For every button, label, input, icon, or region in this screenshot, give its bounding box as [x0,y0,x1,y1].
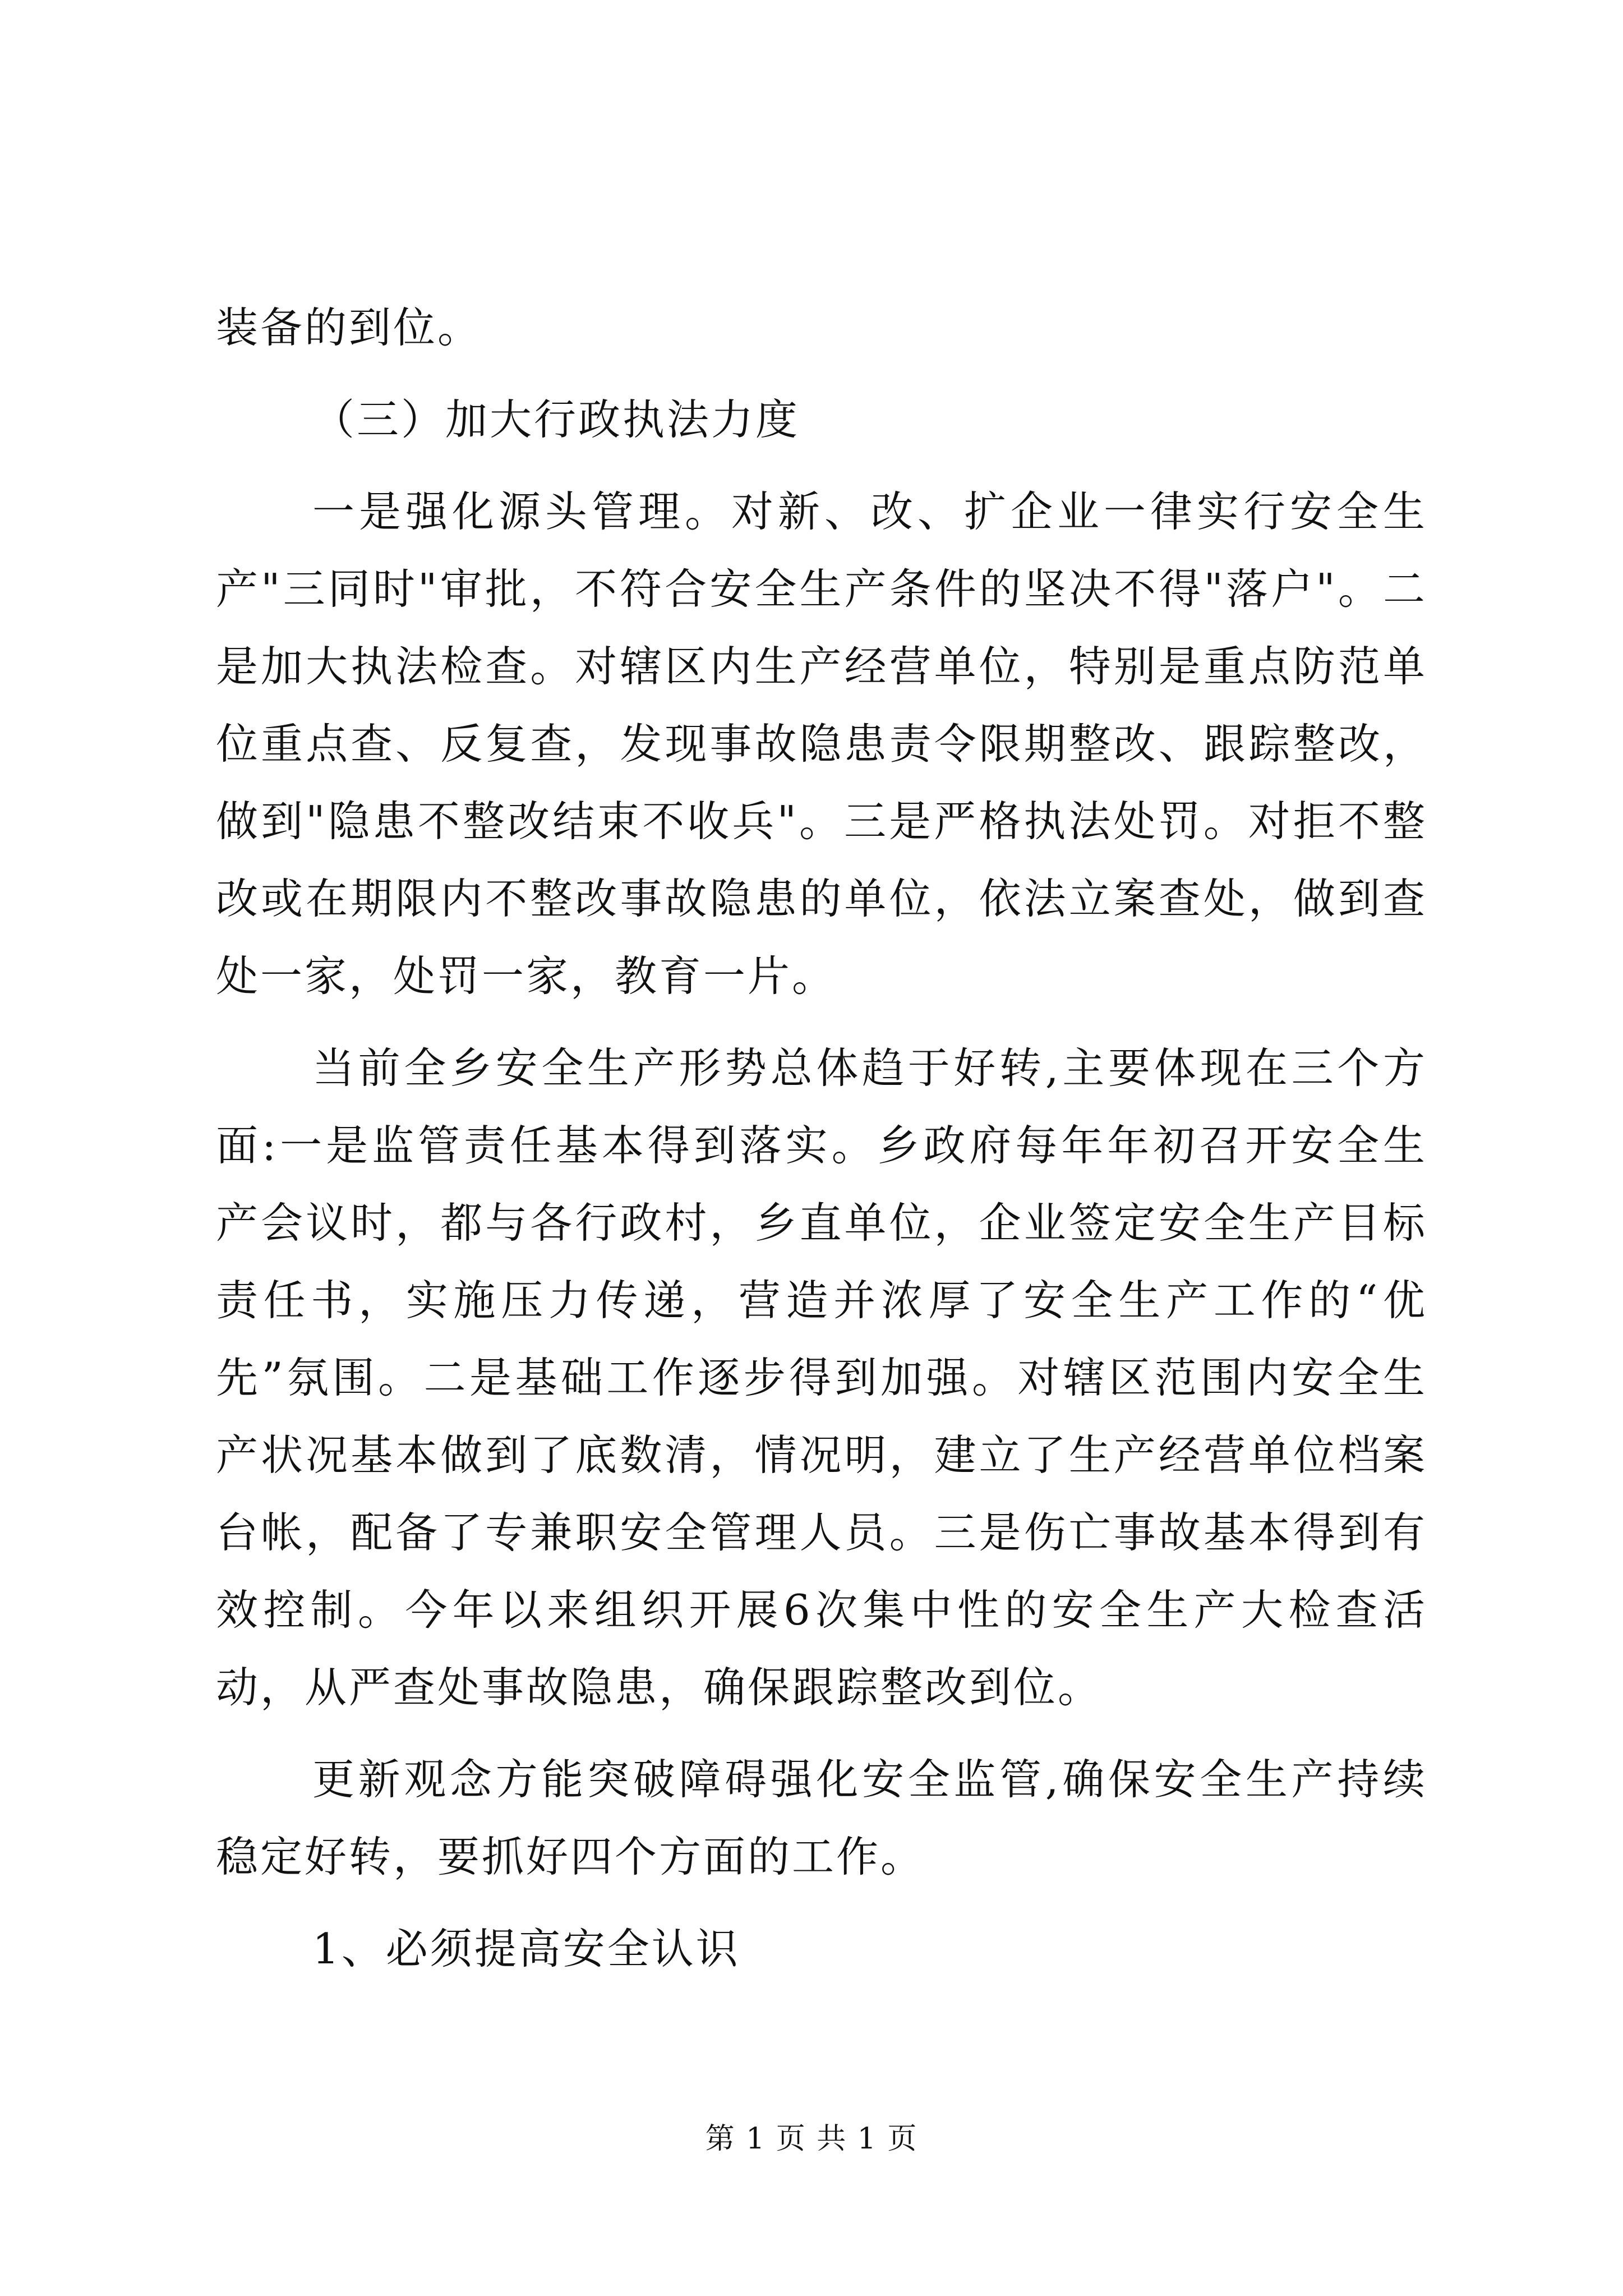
section-heading: （三）加大行政执法力度 [312,395,800,444]
document-body [216,289,1427,1987]
paragraph-situation: 当前全乡安全生产形势总体趋于好转,主要体现在三个方面:一是监管责任基本得到落实。乡政府每年年初召开安全生产会议时，都与各行政村，乡直单位，企业签定安全生产目标责任书，实施压力传递，营造并浓厚了安全生产工作的“优先”氛围。二是基础工作逐步得到加强。对辖区范围内安全生产状况基本做到了底数清，情况明，建立了生产经营单位档案台帐，配备了专兼职安全管理人员。三是伤亡事故基本得到有效控制。今年以来组织开展6次集中性的安全生产大检查活动，从严查处事故隐患，确保跟踪整改到位。 [216,1043,1427,1712]
paragraph-concept: 更新观念方能突破障碍强化安全监管,确保安全生产持续稳定好转，要抓好四个方面的工作。 [216,1755,1427,1881]
paragraph-continuation: 装备的到位。 [216,303,482,352]
paragraph-enforcement: 一是强化源头管理。对新、改、扩企业一律实行安全生产"三同时"审批，不符合安全生产条件的坚决不得"落户"。二是加大执法检查。对辖区内生产经营单位，特别是重点防范单位重点查、反复查，发现事故隐患责令限期整改、跟踪整改，做到"隐患不整改结束不收兵"。三是严格执法处罚。对拒不整改或在期限内不整改事故隐患的单位，依法立案查处，做到查处一家，处罚一家，教育一片。 [216,487,1427,1001]
numbered-heading: 1、必须提高安全认识 [312,1924,740,1973]
page-footer: 第 1 页 共 1 页 [705,2122,918,2156]
